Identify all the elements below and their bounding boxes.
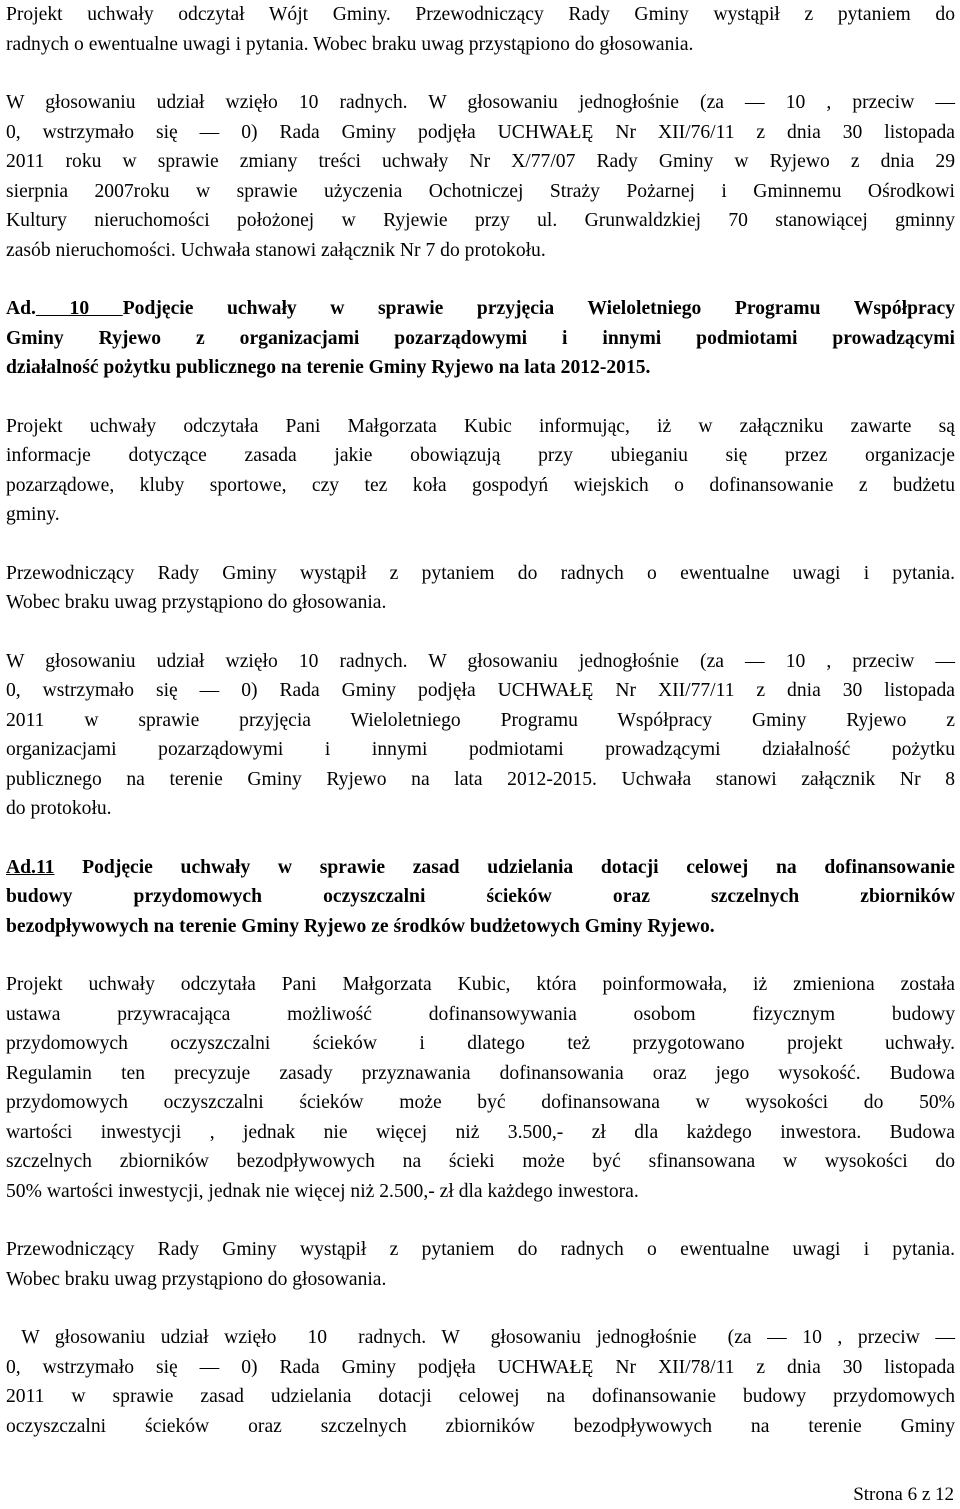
text-line: radnych o ewentualne uwagi i pytania. Wobec braku uwag przystąpiono do głosowania. (6, 33, 694, 55)
text-line: sierpnia 2007roku w sprawie użyczenia Ochotniczej Straży Pożarnej i Gminnemu Ośrodkowi (6, 180, 955, 202)
heading-line (6, 294, 955, 324)
paragraph (6, 970, 955, 1206)
heading-line: bezodpływowych na terenie Gminy Ryjewo ze środków budżetowych Gminy Ryjewo. (6, 915, 715, 937)
heading-line (6, 853, 955, 883)
text-line: wartości inwestycji , jednak nie więcej niż 3.500,- zł dla każdego inwestora. Budowa (6, 1121, 955, 1143)
text-line: do protokołu. (6, 798, 112, 819)
heading-line: Gminy Ryjewo z organizacjami pozarządowymi i innymi podmiotami prowadzącymi (6, 327, 955, 349)
text-line: szczelnych zbiorników bezodpływowych na ścieki może być sfinansowana w wysokości do (6, 1151, 955, 1172)
text-line: przydomowych oczyszczalni ścieków może być dofinansowana w wysokości do 50% (6, 1092, 955, 1113)
text-line: publicznego na terenie Gminy Ryjewo na lata 2012-2015. Uchwała stanowi załącznik Nr 8 (6, 768, 955, 790)
footer-prefix: Strona (853, 1484, 908, 1505)
text-line: 2011 w sprawie zasad udzielania dotacji celowej na dofinansowanie budowy przydomowych (6, 1386, 955, 1407)
text-line: Wobec braku uwag przystąpiono do głosowania. (6, 592, 387, 613)
footer-total: 12 (935, 1484, 954, 1505)
text-line: ustawa przywracająca możliwość dofinansowywania osobom fizycznym budowy (6, 1003, 955, 1025)
text-line: zasób nieruchomości. Uchwała stanowi załącznik Nr 7 do protokołu. (6, 239, 546, 261)
text-line: Projekt uchwały odczytał Wójt Gminy. Przewodniczący Rady Gminy wystąpił z pytaniem do (6, 4, 955, 25)
text-line: 0, wstrzymało się — 0) Rada Gminy podjęła UCHWAŁĘ Nr XII/77/11 z dnia 30 listopada (6, 680, 955, 701)
document-page (6, 0, 955, 1470)
text-line: gminy. (6, 504, 60, 525)
footer-sep: z (917, 1484, 935, 1505)
section-heading-ad10 (6, 294, 955, 383)
text-line: Regulamin ten precyzuje zasady przyznawania dofinansowania oraz jego wysokość. Budowa (6, 1062, 955, 1084)
paragraph (6, 647, 955, 824)
paragraph (6, 88, 955, 265)
paragraph (6, 559, 955, 618)
text-line: informacje dotyczące zasada jakie obowiązują przy ubieganiu się przez organizacje (6, 445, 955, 466)
text-line: 50% wartości inwestycji, jednak nie więcej niż 2.500,- zł dla każdego inwestora. (6, 1180, 639, 1202)
page-number-footer (853, 1482, 954, 1508)
text-line: 2011 roku w sprawie zmiany treści uchwały Nr X/77/07 Rady Gminy w Ryjewo z dnia 29 (6, 151, 955, 172)
heading-text: Podjęcie uchwały w sprawie przyjęcia Wieloletniego Programu Współpracy (122, 298, 955, 319)
paragraph (6, 1323, 955, 1441)
text-line: pozarządowe, kluby sportowe, czy tez koła gospodyń wiejskich o dofinansowanie z budżetu (6, 474, 955, 496)
heading-prefix: Ad.11 (6, 856, 55, 878)
paragraph (6, 0, 955, 59)
text-line: przydomowych oczyszczalni ścieków i dlatego też przygotowano projekt uchwały. (6, 1033, 955, 1054)
text-line: 2011 w sprawie przyjęcia Wieloletniego Programu Współpracy Gminy Ryjewo z (6, 709, 955, 731)
text-line: W głosowaniu udział wzięło 10 radnych. W głosowaniu jednogłośnie (za — 10 , przeciw — (6, 92, 955, 113)
section-heading-ad11 (6, 853, 955, 942)
text-line: oczyszczalni ścieków oraz szczelnych zbiorników bezodpływowych na terenie Gminy (6, 1415, 955, 1437)
heading-prefix: Ad. (6, 298, 36, 319)
text-line: Przewodniczący Rady Gminy wystąpił z pytaniem do radnych o ewentualne uwagi i pytania. (6, 562, 955, 584)
text-line: W głosowaniu udział wzięło 10 radnych. W głosowaniu jednogłośnie (za — 10 , przeciw — (6, 650, 955, 672)
text-line: organizacjami pozarządowymi i innymi podmiotami prowadzącymi działalność pożytku (6, 739, 955, 760)
text-line: Kultury nieruchomości położonej w Ryjewie przy ul. Grunwaldzkiej 70 stanowiącej gminny (6, 210, 955, 231)
text-line: Wobec braku uwag przystąpiono do głosowania. (6, 1268, 387, 1290)
heading-text: Podjęcie uchwały w sprawie zasad udzielania dotacji celowej na dofinansowanie (82, 856, 955, 878)
heading-number: 10 (35, 298, 123, 319)
heading-line: budowy przydomowych oczyszczalni ścieków oraz szczelnych zbiorników (6, 886, 955, 907)
text-line: Projekt uchwały odczytała Pani Małgorzata Kubic informując, iż w załączniku zawarte są (6, 415, 955, 437)
footer-page: 6 (907, 1484, 918, 1505)
paragraph (6, 1235, 955, 1294)
text-line: W głosowaniu udział wzięło 10 radnych. W głosowaniu jednogłośnie (za — 10 , przeciw — (6, 1327, 955, 1348)
text-line: Przewodniczący Rady Gminy wystąpił z pytaniem do radnych o ewentualne uwagi i pytania. (6, 1239, 955, 1260)
text-line: 0, wstrzymało się — 0) Rada Gminy podjęła UCHWAŁĘ Nr XII/76/11 z dnia 30 listopada (6, 121, 955, 143)
text-line: 0, wstrzymało się — 0) Rada Gminy podjęła UCHWAŁĘ Nr XII/78/11 z dnia 30 listopada (6, 1356, 955, 1378)
paragraph (6, 412, 955, 530)
text-line: Projekt uchwały odczytała Pani Małgorzata Kubic, która poinformowała, iż zmieniona została (6, 974, 955, 995)
heading-line: działalność pożytku publicznego na terenie Gminy Ryjewo na lata 2012-2015. (6, 357, 651, 378)
